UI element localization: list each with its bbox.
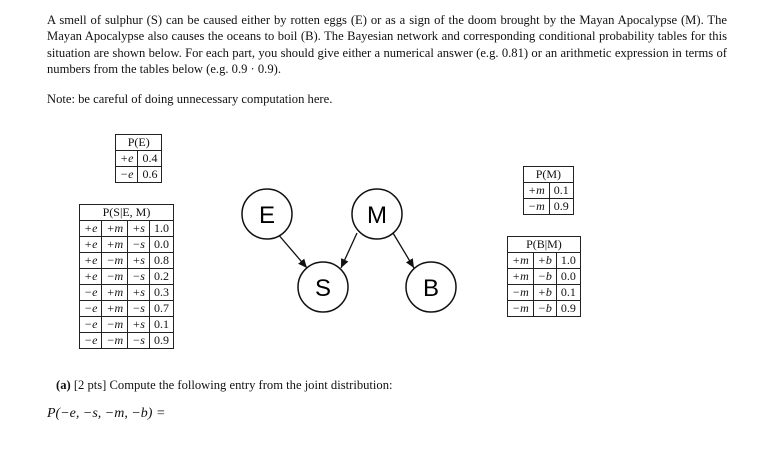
table-cell: −e — [80, 285, 102, 301]
table-cell: −s — [128, 269, 150, 285]
table-cell: 0.9 — [556, 301, 580, 317]
table-cell: −m — [524, 199, 550, 215]
table-row — [524, 183, 574, 199]
table-row — [508, 269, 581, 285]
table-row — [508, 253, 581, 269]
table-cell: 1.0 — [149, 221, 173, 237]
table-cell: −m — [102, 317, 128, 333]
table-cell: 0.8 — [149, 253, 173, 269]
table-cell: +s — [128, 317, 150, 333]
table-cell: 1.0 — [556, 253, 580, 269]
table-cell: +e — [116, 151, 138, 167]
table-row — [524, 199, 574, 215]
table-cell: −m — [508, 285, 534, 301]
table-p-e — [115, 134, 162, 183]
question-a — [56, 378, 393, 393]
table-cell: 0.1 — [549, 183, 573, 199]
problem-note: Note: be careful of doing unnecessary computation here. — [47, 92, 333, 106]
table-cell: −m — [508, 301, 534, 317]
table-row — [80, 269, 174, 285]
table-cell: 0.9 — [149, 333, 173, 349]
table-cell: +m — [102, 237, 128, 253]
table-cell: +s — [128, 221, 150, 237]
table-row — [80, 285, 174, 301]
table-p-s-given-e-m — [79, 204, 174, 349]
node-label: B — [422, 275, 440, 302]
table-cell: 0.3 — [149, 285, 173, 301]
table-cell: 0.1 — [149, 317, 173, 333]
node-label: E — [258, 202, 276, 229]
table-cell: 0.9 — [549, 199, 573, 215]
table-cell: −e — [116, 167, 138, 183]
node-e — [242, 189, 292, 239]
table-cell: −m — [102, 333, 128, 349]
table-cell: +m — [508, 253, 534, 269]
table-cell: −b — [533, 269, 556, 285]
table-cell: +b — [533, 285, 556, 301]
node-label: M — [367, 202, 387, 229]
table-p-b-given-m — [507, 236, 581, 317]
question-label: (a) — [56, 378, 71, 392]
edge-m-s — [341, 233, 357, 268]
table-title: P(B|M) — [508, 237, 581, 253]
table-cell: −s — [128, 333, 150, 349]
table-cell: −e — [80, 333, 102, 349]
table-cell: +e — [80, 269, 102, 285]
table-cell: 0.6 — [138, 167, 162, 183]
table-row — [80, 253, 174, 269]
table-cell: +s — [128, 253, 150, 269]
table-cell: +m — [102, 285, 128, 301]
node-s — [298, 262, 348, 312]
table-cell: −e — [80, 301, 102, 317]
table-cell: +b — [533, 253, 556, 269]
table-cell: 0.4 — [138, 151, 162, 167]
node-m — [352, 189, 402, 239]
table-cell: 0.1 — [556, 285, 580, 301]
problem-intro: A smell of sulphur (S) can be caused either by rotten eggs (E) or as a sign of the doom brought by the Mayan Apocalypse (M). The Mayan Apocalypse also causes the oceans to boil (B). The Bayesian network and corresponding conditional probability tables for this situation are shown below. For each part, you should give either a numerical answer (e.g. 0.81) or an arithmetic expression in terms of numbers from the tables below (e.g. 0.9 · 0.9). — [47, 13, 727, 77]
table-row — [508, 285, 581, 301]
table-row — [80, 237, 174, 253]
table-cell: −e — [80, 317, 102, 333]
bayes-net-diagram — [230, 176, 470, 326]
question-text: [2 pts] Compute the following entry from the joint distribution: — [73, 378, 393, 392]
table-p-m — [523, 166, 574, 215]
table-cell: −m — [102, 269, 128, 285]
table-cell: 0.2 — [149, 269, 173, 285]
table-cell: −b — [533, 301, 556, 317]
table-row — [116, 167, 162, 183]
table-cell: +e — [80, 253, 102, 269]
table-title: P(E) — [116, 135, 162, 151]
node-label: S — [314, 275, 332, 302]
node-b — [406, 262, 456, 312]
table-cell: −m — [102, 253, 128, 269]
table-row — [80, 317, 174, 333]
table-cell: −s — [128, 237, 150, 253]
table-cell: +m — [508, 269, 534, 285]
question-expression: P(−e, −s, −m, −b) = — [47, 406, 166, 421]
table-row — [80, 301, 174, 317]
table-cell: +e — [80, 237, 102, 253]
table-cell: 0.0 — [149, 237, 173, 253]
table-row — [80, 221, 174, 237]
table-title: P(S|E, M) — [80, 205, 174, 221]
table-row — [80, 333, 174, 349]
table-cell: +m — [102, 301, 128, 317]
table-cell: +m — [524, 183, 550, 199]
table-cell: +e — [80, 221, 102, 237]
edge-m-b — [393, 233, 414, 268]
table-row — [508, 301, 581, 317]
table-cell: +m — [102, 221, 128, 237]
table-title: P(M) — [524, 167, 574, 183]
table-cell: +s — [128, 285, 150, 301]
table-row — [116, 151, 162, 167]
edge-e-s — [277, 233, 307, 268]
table-cell: 0.0 — [556, 269, 580, 285]
table-cell: −s — [128, 301, 150, 317]
table-cell: 0.7 — [149, 301, 173, 317]
